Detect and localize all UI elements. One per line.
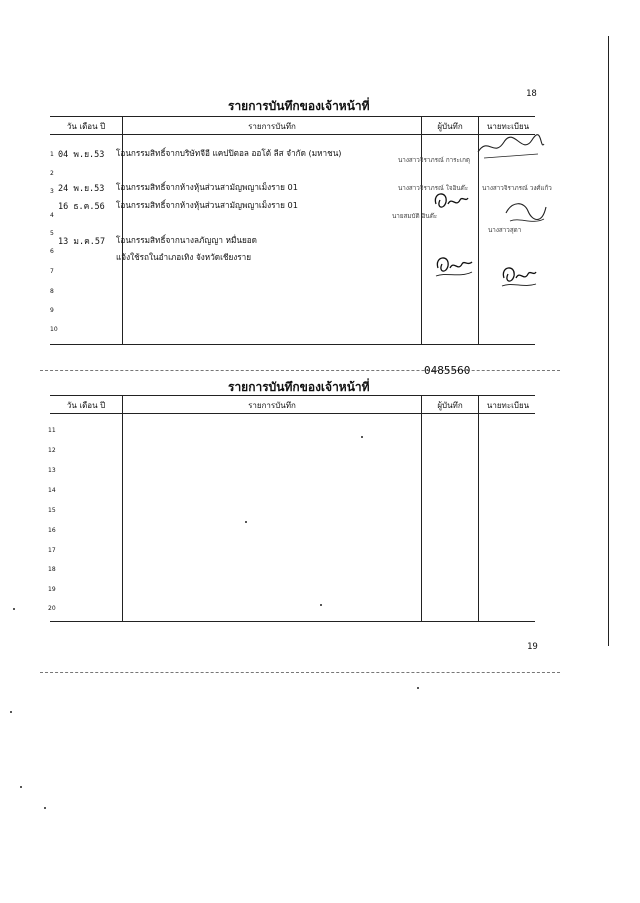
bottom-section-title: รายการบันทึกของเจ้าหน้าที่ [228, 380, 370, 394]
bottom-table-bottom-border [50, 621, 535, 622]
bottom-row-number: 20 [48, 605, 56, 612]
bottom-row-number: 12 [48, 447, 56, 454]
bottom-row-number: 17 [48, 547, 56, 554]
scan-speck [417, 687, 419, 689]
scan-speck [20, 786, 22, 788]
top-row-number: 4 [50, 212, 54, 219]
top-col-divider-2 [421, 116, 422, 344]
top-row-number: 5 [50, 230, 54, 237]
page-bottom-edge [40, 672, 560, 673]
top-row-number: 9 [50, 307, 54, 314]
scan-speck [10, 711, 12, 713]
top-header-record: รายการบันทึก [248, 122, 296, 131]
entry-date: 24 พ.ย.53 [58, 184, 105, 194]
entry-text: โอนกรรมสิทธิ์จากห้างหุ้นส่วนสามัญพญาเม็งราย 01 [116, 182, 298, 192]
bottom-row-number: 18 [48, 566, 56, 573]
top-page-number: 18 [526, 89, 537, 99]
entry-text-continued: แจ้งใช้รถในอำเภอเทิง จังหวัดเชียงราย [116, 252, 252, 262]
top-row-number: 2 [50, 170, 54, 177]
bottom-row-number: 11 [48, 427, 56, 434]
bottom-header-registrar: นายทะเบียน [486, 401, 530, 410]
bottom-col-divider-2 [421, 395, 422, 621]
top-row-number: 7 [50, 268, 54, 275]
page-margin-rule [608, 36, 609, 646]
handwritten-signature [502, 195, 548, 229]
bottom-page-number: 19 [527, 642, 538, 652]
entry-date: 13 ม.ค.57 [58, 237, 106, 247]
top-row-number: 6 [50, 248, 54, 255]
officer-stamp: นางสาวจิราภรณ์ วงศ์แก้ว [482, 185, 552, 192]
bottom-row-number: 14 [48, 487, 56, 494]
entry-text: โอนกรรมสิทธิ์จากบริษัทจีอี แคปปิตอล ออโต้ ลีส จำกัด (มหาชน) [116, 148, 342, 158]
officer-stamp: นางสาวจิราภรณ์ ใจอินต๊ะ [398, 185, 469, 192]
handwritten-signature [474, 132, 546, 164]
top-row-number: 8 [50, 288, 54, 295]
handwritten-signature [498, 260, 538, 290]
bottom-row-number: 13 [48, 467, 56, 474]
handwritten-signature [432, 250, 474, 280]
top-header-registrar: นายทะเบียน [486, 122, 530, 131]
top-header-date: วัน เดือน ปี [66, 122, 106, 131]
top-header-recorder: ผู้บันทึก [437, 122, 463, 131]
top-section-title: รายการบันทึกของเจ้าหน้าที่ [228, 99, 370, 113]
scan-speck [44, 807, 46, 809]
scan-speck [13, 608, 15, 610]
entry-text: โอนกรรมสิทธิ์จากนางลภัญญา หมื่นยอด [116, 235, 257, 245]
top-row-number: 3 [50, 188, 54, 195]
officer-stamp: นางสาวจิราภรณ์ การะเกตุ [398, 157, 470, 164]
serial-number: 0485560 [424, 364, 471, 377]
scan-speck [320, 604, 322, 606]
entry-date: 04 พ.ย.53 [58, 150, 105, 160]
bottom-header-record: รายการบันทึก [248, 401, 296, 410]
top-table-bottom-border [50, 344, 535, 345]
scan-speck [245, 521, 247, 523]
page-break-line [40, 370, 560, 371]
scan-speck [361, 436, 363, 438]
bottom-col-divider-1 [122, 395, 123, 621]
top-row-number: 10 [50, 326, 58, 333]
bottom-col-divider-3 [478, 395, 479, 621]
bottom-header-date: วัน เดือน ปี [66, 401, 106, 410]
bottom-row-number: 16 [48, 527, 56, 534]
handwritten-signature [430, 188, 470, 216]
officer-stamp: นายสมบัติ อินต๊ะ [392, 213, 438, 220]
bottom-row-number: 15 [48, 507, 56, 514]
entry-date: 16 ธ.ค.56 [58, 202, 105, 212]
officer-stamp: นางสาวสุดา [488, 227, 522, 234]
entry-text: โอนกรรมสิทธิ์จากห้างหุ้นส่วนสามัญพญาเม็งราย 01 [116, 200, 298, 210]
bottom-header-recorder: ผู้บันทึก [437, 401, 463, 410]
bottom-row-number: 19 [48, 586, 56, 593]
top-row-number: 1 [50, 151, 54, 158]
